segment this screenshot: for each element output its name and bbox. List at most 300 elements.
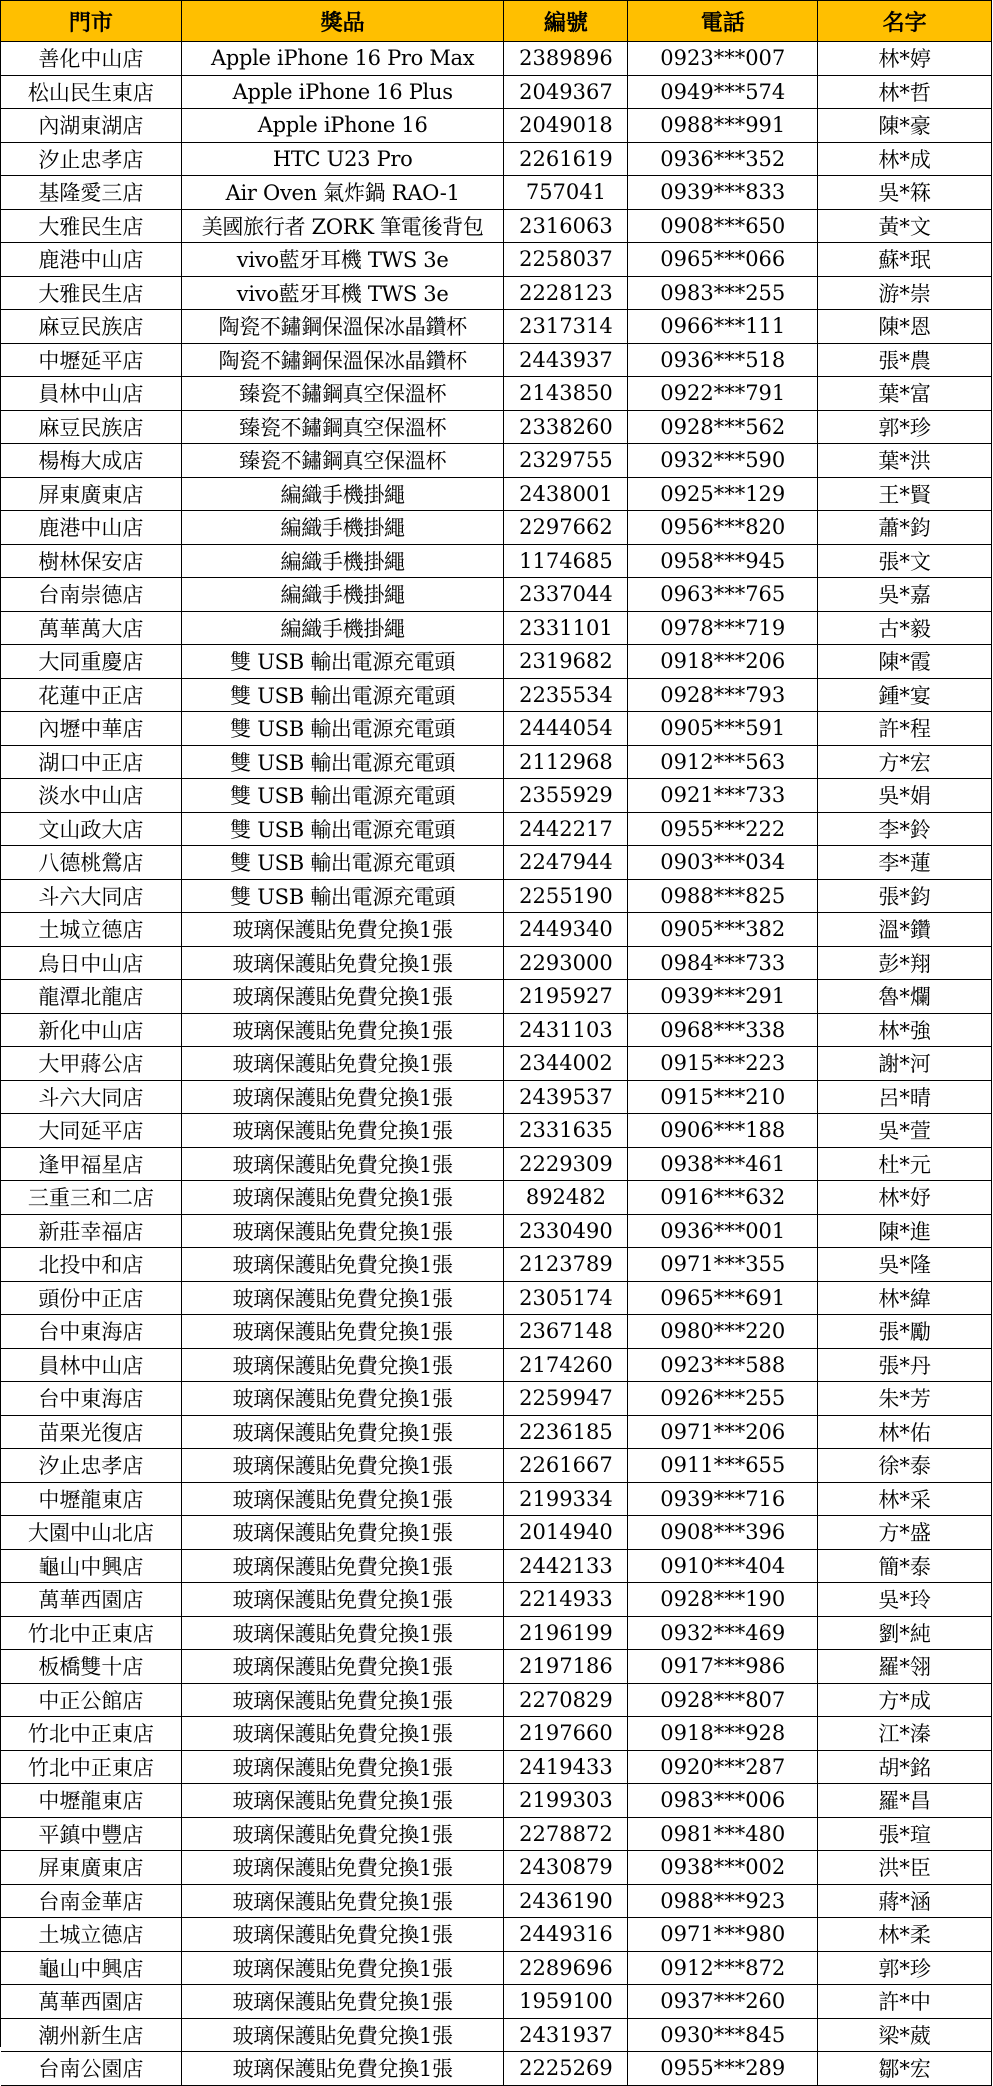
store-cell: 萬華西園店 [1, 1583, 182, 1617]
prize-cell: 玻璃保護貼免費兌換1張 [182, 1047, 505, 1081]
prize-cell: 玻璃保護貼免費兌換1張 [182, 947, 505, 981]
phone-cell: 0955***222 [628, 813, 818, 847]
store-cell: 龜山中興店 [1, 1952, 182, 1986]
phone-cell: 0903***034 [628, 846, 818, 880]
number-cell: 757041 [504, 176, 628, 210]
prize-cell: 玻璃保護貼免費兌換1張 [182, 1248, 505, 1282]
phone-cell: 0958***945 [628, 545, 818, 579]
store-cell: 頭份中正店 [1, 1282, 182, 1316]
number-cell: 1174685 [504, 545, 628, 579]
name-cell: 羅*昌 [818, 1784, 992, 1818]
name-cell: 方*成 [818, 1684, 992, 1718]
name-cell: 羅*翎 [818, 1650, 992, 1684]
phone-cell: 0966***111 [628, 310, 818, 344]
prize-cell: 玻璃保護貼免費兌換1張 [182, 1416, 505, 1450]
phone-cell: 0928***807 [628, 1684, 818, 1718]
table-row [1, 1885, 992, 1919]
name-cell: 張*勵 [818, 1315, 992, 1349]
table-row [1, 913, 992, 947]
table-row [1, 1315, 992, 1349]
table-row [1, 1047, 992, 1081]
table-row [1, 612, 992, 646]
number-cell: 2278872 [504, 1818, 628, 1852]
prize-cell: 玻璃保護貼免費兌換1張 [182, 1650, 505, 1684]
name-cell: 方*宏 [818, 746, 992, 780]
name-cell: 朱*芳 [818, 1382, 992, 1416]
name-cell: 郭*珍 [818, 411, 992, 445]
store-cell: 北投中和店 [1, 1248, 182, 1282]
phone-cell: 0915***210 [628, 1081, 818, 1115]
store-cell: 土城立德店 [1, 1918, 182, 1952]
prize-cell: 編織手機掛繩 [182, 545, 505, 579]
prize-cell: 雙 USB 輸出電源充電頭 [182, 679, 505, 713]
store-cell: 內壢中華店 [1, 712, 182, 746]
table-row [1, 1114, 992, 1148]
phone-cell: 0921***733 [628, 779, 818, 813]
store-cell: 善化中山店 [1, 42, 182, 76]
number-cell: 2330490 [504, 1215, 628, 1249]
number-cell: 2197186 [504, 1650, 628, 1684]
store-cell: 花蓮中正店 [1, 679, 182, 713]
phone-cell: 0925***129 [628, 478, 818, 512]
number-cell: 2270829 [504, 1684, 628, 1718]
name-cell: 吳*嘉 [818, 578, 992, 612]
number-cell: 2259947 [504, 1382, 628, 1416]
store-cell: 麻豆民族店 [1, 310, 182, 344]
phone-cell: 0949***574 [628, 76, 818, 110]
number-cell: 2258037 [504, 243, 628, 277]
name-cell: 古*毅 [818, 612, 992, 646]
name-cell: 王*賢 [818, 478, 992, 512]
phone-cell: 0965***691 [628, 1282, 818, 1316]
number-cell: 2196199 [504, 1617, 628, 1651]
table-row [1, 947, 992, 981]
number-cell: 2112968 [504, 746, 628, 780]
table-row [1, 176, 992, 210]
table-row [1, 1583, 992, 1617]
phone-cell: 0918***206 [628, 645, 818, 679]
prize-cell: 玻璃保護貼免費兌換1張 [182, 980, 505, 1014]
phone-cell: 0908***396 [628, 1516, 818, 1550]
number-cell: 2419433 [504, 1751, 628, 1785]
phone-cell: 0971***355 [628, 1248, 818, 1282]
prize-cell: 玻璃保護貼免費兌換1張 [182, 913, 505, 947]
phone-cell: 0988***991 [628, 109, 818, 143]
prize-cell: 編織手機掛繩 [182, 578, 505, 612]
store-cell: 內湖東湖店 [1, 109, 182, 143]
number-cell: 2235534 [504, 679, 628, 713]
prize-cell: 玻璃保護貼免費兌換1張 [182, 1014, 505, 1048]
table-row [1, 1784, 992, 1818]
table-row [1, 1215, 992, 1249]
store-cell: 逢甲福星店 [1, 1148, 182, 1182]
number-cell: 2225269 [504, 2052, 628, 2086]
name-cell: 劉*純 [818, 1617, 992, 1651]
name-cell: 陳*豪 [818, 109, 992, 143]
table-row [1, 980, 992, 1014]
table-row [1, 210, 992, 244]
store-cell: 竹北中正東店 [1, 1717, 182, 1751]
store-cell: 松山民生東店 [1, 76, 182, 110]
name-cell: 郭*珍 [818, 1952, 992, 1986]
table-row [1, 1382, 992, 1416]
name-cell: 林*柔 [818, 1918, 992, 1952]
store-cell: 潮州新生店 [1, 2019, 182, 2053]
number-cell: 2344002 [504, 1047, 628, 1081]
prize-cell: 美國旅行者 ZORK 筆電後背包 [182, 210, 505, 244]
store-cell: 中正公館店 [1, 1684, 182, 1718]
prize-cell: Apple iPhone 16 [182, 109, 505, 143]
table-row [1, 1818, 992, 1852]
name-cell: 張*丹 [818, 1349, 992, 1383]
table-row [1, 444, 992, 478]
prize-cell: 編織手機掛繩 [182, 511, 505, 545]
number-cell: 2143850 [504, 377, 628, 411]
store-cell: 台南崇德店 [1, 578, 182, 612]
name-cell: 吳*玲 [818, 1583, 992, 1617]
prize-cell: 玻璃保護貼免費兌換1張 [182, 1315, 505, 1349]
prize-cell: Apple iPhone 16 Plus [182, 76, 505, 110]
phone-cell: 0983***255 [628, 277, 818, 311]
name-cell: 溫*鑽 [818, 913, 992, 947]
name-cell: 梁*葳 [818, 2019, 992, 2053]
name-cell: 簡*泰 [818, 1550, 992, 1584]
name-cell: 吳*娟 [818, 779, 992, 813]
number-cell: 2261619 [504, 143, 628, 177]
number-cell: 2389896 [504, 42, 628, 76]
prize-cell: 玻璃保護貼免費兌換1張 [182, 1684, 505, 1718]
table-row [1, 1617, 992, 1651]
store-cell: 龍潭北龍店 [1, 980, 182, 1014]
table-row [1, 109, 992, 143]
phone-cell: 0938***002 [628, 1851, 818, 1885]
number-cell: 2443937 [504, 344, 628, 378]
prize-cell: 玻璃保護貼免費兌換1張 [182, 1885, 505, 1919]
table-row [1, 880, 992, 914]
header-store: 門市 [1, 1, 182, 42]
number-cell: 2439537 [504, 1081, 628, 1115]
name-cell: 張*文 [818, 545, 992, 579]
name-cell: 許*中 [818, 1985, 992, 2019]
phone-cell: 0918***928 [628, 1717, 818, 1751]
phone-cell: 0932***469 [628, 1617, 818, 1651]
store-cell: 新莊幸福店 [1, 1215, 182, 1249]
table-row [1, 1684, 992, 1718]
table-row [1, 1416, 992, 1450]
phone-cell: 0937***260 [628, 1985, 818, 2019]
phone-cell: 0988***825 [628, 880, 818, 914]
number-cell: 2229309 [504, 1148, 628, 1182]
prize-cell: 玻璃保護貼免費兌換1張 [182, 1349, 505, 1383]
table-row [1, 2019, 992, 2053]
name-cell: 吳*箖 [818, 176, 992, 210]
phone-cell: 0923***007 [628, 42, 818, 76]
prize-cell: 玻璃保護貼免費兌換1張 [182, 2019, 505, 2053]
prize-cell: 玻璃保護貼免費兌換1張 [182, 1918, 505, 1952]
table-row [1, 1181, 992, 1215]
phone-cell: 0915***223 [628, 1047, 818, 1081]
prize-cell: 玻璃保護貼免費兌換1張 [182, 1751, 505, 1785]
number-cell: 2174260 [504, 1349, 628, 1383]
table-row [1, 578, 992, 612]
header-number: 編號 [504, 1, 628, 42]
store-cell: 平鎮中豐店 [1, 1818, 182, 1852]
prize-cell: 陶瓷不鏽鋼保溫保冰晶鑽杯 [182, 344, 505, 378]
prize-cell: 玻璃保護貼免費兌換1張 [182, 1282, 505, 1316]
prize-cell: 玻璃保護貼免費兌換1張 [182, 1516, 505, 1550]
number-cell: 2236185 [504, 1416, 628, 1450]
phone-cell: 0938***461 [628, 1148, 818, 1182]
phone-cell: 0988***923 [628, 1885, 818, 1919]
table-row [1, 1851, 992, 1885]
phone-cell: 0936***352 [628, 143, 818, 177]
prize-cell: 編織手機掛繩 [182, 478, 505, 512]
table-row [1, 377, 992, 411]
name-cell: 葉*洪 [818, 444, 992, 478]
name-cell: 李*蓮 [818, 846, 992, 880]
number-cell: 2297662 [504, 511, 628, 545]
prize-cell: 玻璃保護貼免費兌換1張 [182, 1483, 505, 1517]
number-cell: 2049367 [504, 76, 628, 110]
store-cell: 龜山中興店 [1, 1550, 182, 1584]
table-row [1, 2052, 992, 2086]
prize-cell: 雙 USB 輸出電源充電頭 [182, 746, 505, 780]
name-cell: 許*程 [818, 712, 992, 746]
number-cell: 2261667 [504, 1449, 628, 1483]
store-cell: 萬華萬大店 [1, 612, 182, 646]
store-cell: 文山政大店 [1, 813, 182, 847]
phone-cell: 0908***650 [628, 210, 818, 244]
store-cell: 大園中山北店 [1, 1516, 182, 1550]
table-row [1, 813, 992, 847]
number-cell: 2331101 [504, 612, 628, 646]
phone-cell: 0905***591 [628, 712, 818, 746]
prize-cell: 臻瓷不鏽鋼真空保溫杯 [182, 444, 505, 478]
store-cell: 楊梅大成店 [1, 444, 182, 478]
phone-cell: 0939***716 [628, 1483, 818, 1517]
name-cell: 徐*泰 [818, 1449, 992, 1483]
phone-cell: 0926***255 [628, 1382, 818, 1416]
table-row [1, 243, 992, 277]
table-row [1, 1449, 992, 1483]
store-cell: 台中東海店 [1, 1315, 182, 1349]
store-cell: 大雅民生店 [1, 277, 182, 311]
number-cell: 2123789 [504, 1248, 628, 1282]
prize-cell: 玻璃保護貼免費兌換1張 [182, 1181, 505, 1215]
number-cell: 2014940 [504, 1516, 628, 1550]
phone-cell: 0980***220 [628, 1315, 818, 1349]
name-cell: 葉*富 [818, 377, 992, 411]
store-cell: 淡水中山店 [1, 779, 182, 813]
number-cell: 2199303 [504, 1784, 628, 1818]
table-row [1, 1483, 992, 1517]
number-cell: 2431103 [504, 1014, 628, 1048]
store-cell: 湖口中正店 [1, 746, 182, 780]
table-row [1, 1952, 992, 1986]
store-cell: 鹿港中山店 [1, 511, 182, 545]
name-cell: 魯*爛 [818, 980, 992, 1014]
phone-cell: 0981***480 [628, 1818, 818, 1852]
prize-cell: 玻璃保護貼免費兌換1張 [182, 1851, 505, 1885]
number-cell: 2214933 [504, 1583, 628, 1617]
store-cell: 樹林保安店 [1, 545, 182, 579]
table-row [1, 1751, 992, 1785]
store-cell: 斗六大同店 [1, 1081, 182, 1115]
prize-cell: 雙 USB 輸出電源充電頭 [182, 712, 505, 746]
number-cell: 2195927 [504, 980, 628, 1014]
table-row [1, 1516, 992, 1550]
phone-cell: 0965***066 [628, 243, 818, 277]
name-cell: 胡*銘 [818, 1751, 992, 1785]
table-row [1, 1014, 992, 1048]
store-cell: 台南公園店 [1, 2052, 182, 2086]
prize-cell: 玻璃保護貼免費兌換1張 [182, 1617, 505, 1651]
name-cell: 杜*元 [818, 1148, 992, 1182]
name-cell: 呂*晴 [818, 1081, 992, 1115]
name-cell: 林*采 [818, 1483, 992, 1517]
name-cell: 張*鈞 [818, 880, 992, 914]
store-cell: 八德桃鶯店 [1, 846, 182, 880]
phone-cell: 0928***562 [628, 411, 818, 445]
table-row [1, 1248, 992, 1282]
phone-cell: 0939***291 [628, 980, 818, 1014]
prize-cell: 編織手機掛繩 [182, 612, 505, 646]
phone-cell: 0955***289 [628, 2052, 818, 2086]
table-header-row [1, 1, 992, 42]
prize-cell: 玻璃保護貼免費兌換1張 [182, 1114, 505, 1148]
phone-cell: 0920***287 [628, 1751, 818, 1785]
table-row [1, 1282, 992, 1316]
table-row [1, 779, 992, 813]
name-cell: 張*瑄 [818, 1818, 992, 1852]
store-cell: 汐止忠孝店 [1, 1449, 182, 1483]
store-cell: 屏東廣東店 [1, 1851, 182, 1885]
number-cell: 2367148 [504, 1315, 628, 1349]
number-cell: 2355929 [504, 779, 628, 813]
name-cell: 吳*隆 [818, 1248, 992, 1282]
prize-cell: 雙 USB 輸出電源充電頭 [182, 779, 505, 813]
name-cell: 吳*萱 [818, 1114, 992, 1148]
name-cell: 林*強 [818, 1014, 992, 1048]
prize-cell: 玻璃保護貼免費兌換1張 [182, 1717, 505, 1751]
phone-cell: 0936***518 [628, 344, 818, 378]
number-cell: 2436190 [504, 1885, 628, 1919]
name-cell: 江*溱 [818, 1717, 992, 1751]
table-row [1, 1918, 992, 1952]
number-cell: 2338260 [504, 411, 628, 445]
phone-cell: 0922***791 [628, 377, 818, 411]
table-row [1, 1148, 992, 1182]
phone-cell: 0932***590 [628, 444, 818, 478]
prize-cell: 玻璃保護貼免費兌換1張 [182, 2052, 505, 2086]
prize-cell: 玻璃保護貼免費兌換1張 [182, 1148, 505, 1182]
table-row [1, 1550, 992, 1584]
prize-cell: 玻璃保護貼免費兌換1張 [182, 1952, 505, 1986]
table-row [1, 310, 992, 344]
store-cell: 台南金華店 [1, 1885, 182, 1919]
table-row [1, 143, 992, 177]
prize-cell: 雙 USB 輸出電源充電頭 [182, 813, 505, 847]
number-cell: 2442133 [504, 1550, 628, 1584]
store-cell: 新化中山店 [1, 1014, 182, 1048]
prize-cell: 玻璃保護貼免費兌換1張 [182, 1583, 505, 1617]
store-cell: 麻豆民族店 [1, 411, 182, 445]
number-cell: 2049018 [504, 109, 628, 143]
number-cell: 2431937 [504, 2019, 628, 2053]
phone-cell: 0983***006 [628, 1784, 818, 1818]
store-cell: 中壢延平店 [1, 344, 182, 378]
number-cell: 2247944 [504, 846, 628, 880]
table-row [1, 846, 992, 880]
number-cell: 2449316 [504, 1918, 628, 1952]
table-row [1, 1650, 992, 1684]
store-cell: 烏日中山店 [1, 947, 182, 981]
number-cell: 2331635 [504, 1114, 628, 1148]
prize-cell: 玻璃保護貼免費兌換1張 [182, 1784, 505, 1818]
prize-cell: 臻瓷不鏽鋼真空保溫杯 [182, 377, 505, 411]
store-cell: 斗六大同店 [1, 880, 182, 914]
number-cell: 2317314 [504, 310, 628, 344]
phone-cell: 0905***382 [628, 913, 818, 947]
prize-cell: 雙 USB 輸出電源充電頭 [182, 645, 505, 679]
table-row [1, 277, 992, 311]
phone-cell: 0978***719 [628, 612, 818, 646]
header-prize: 獎品 [182, 1, 505, 42]
store-cell: 台中東海店 [1, 1382, 182, 1416]
header-phone: 電話 [628, 1, 818, 42]
table-row [1, 645, 992, 679]
number-cell: 2228123 [504, 277, 628, 311]
name-cell: 彭*翔 [818, 947, 992, 981]
number-cell: 2316063 [504, 210, 628, 244]
store-cell: 汐止忠孝店 [1, 143, 182, 177]
store-cell: 三重三和二店 [1, 1181, 182, 1215]
store-cell: 萬華西園店 [1, 1985, 182, 2019]
store-cell: 大雅民生店 [1, 210, 182, 244]
phone-cell: 0963***765 [628, 578, 818, 612]
prize-cell: 臻瓷不鏽鋼真空保溫杯 [182, 411, 505, 445]
table-row [1, 679, 992, 713]
prize-cell: vivo藍牙耳機 TWS 3e [182, 243, 505, 277]
table-row [1, 545, 992, 579]
store-cell: 大同延平店 [1, 1114, 182, 1148]
phone-cell: 0984***733 [628, 947, 818, 981]
table-row [1, 1717, 992, 1751]
phone-cell: 0971***980 [628, 1918, 818, 1952]
store-cell: 員林中山店 [1, 377, 182, 411]
phone-cell: 0916***632 [628, 1181, 818, 1215]
table-body [1, 42, 992, 2086]
number-cell: 2430879 [504, 1851, 628, 1885]
phone-cell: 0936***001 [628, 1215, 818, 1249]
prize-cell: 玻璃保護貼免費兌換1張 [182, 1215, 505, 1249]
table-row [1, 1985, 992, 2019]
store-cell: 鹿港中山店 [1, 243, 182, 277]
table-row [1, 411, 992, 445]
prize-cell: 雙 USB 輸出電源充電頭 [182, 880, 505, 914]
name-cell: 游*崇 [818, 277, 992, 311]
name-cell: 蕭*鈞 [818, 511, 992, 545]
phone-cell: 0917***986 [628, 1650, 818, 1684]
number-cell: 892482 [504, 1181, 628, 1215]
name-cell: 方*盛 [818, 1516, 992, 1550]
store-cell: 苗栗光復店 [1, 1416, 182, 1450]
store-cell: 竹北中正東店 [1, 1751, 182, 1785]
prize-cell: 玻璃保護貼免費兌換1張 [182, 1449, 505, 1483]
prize-cell: 雙 USB 輸出電源充電頭 [182, 846, 505, 880]
name-cell: 陳*恩 [818, 310, 992, 344]
store-cell: 土城立德店 [1, 913, 182, 947]
